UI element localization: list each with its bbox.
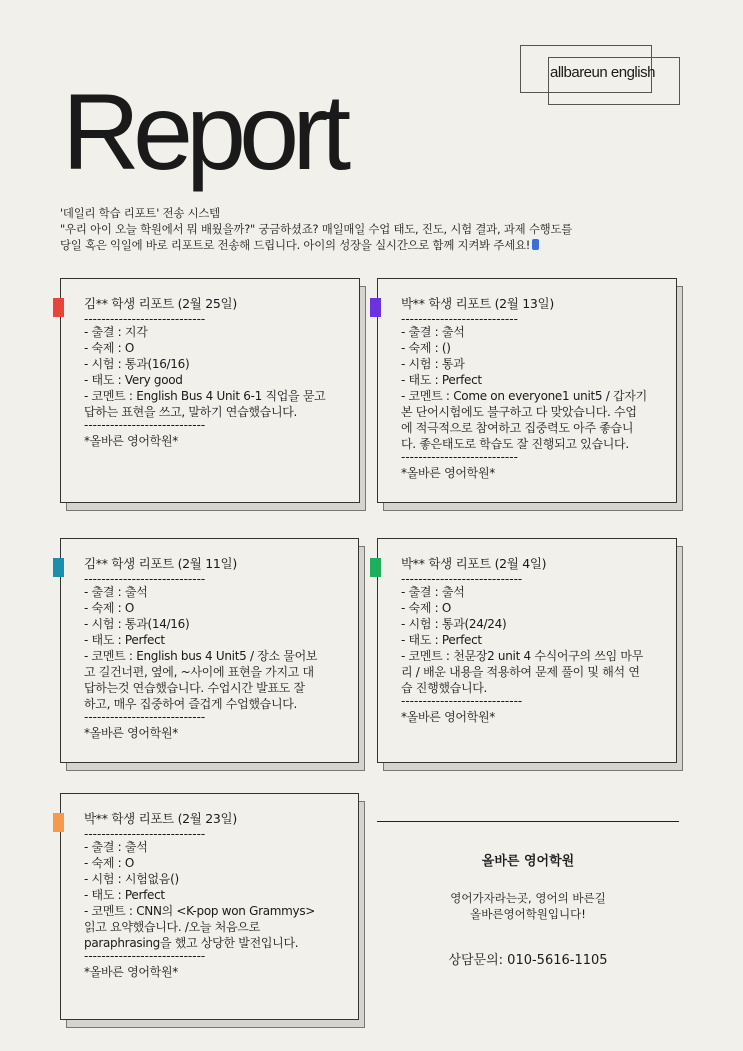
- academy-description: [377, 890, 679, 922]
- academy-divider: [377, 821, 679, 822]
- card-footer: *올바른 영어학원*: [84, 434, 178, 448]
- intro-text: [60, 205, 680, 253]
- card-line: - 숙제 : O: [401, 601, 452, 615]
- card-color-tab: [53, 813, 64, 832]
- card-line: 리 / 배운 내용을 적용하여 문제 풀이 및 해석 연: [401, 665, 640, 679]
- card-line: - 시험 : 시험없음(): [84, 872, 179, 886]
- card-line: - 태도 : Very good: [84, 373, 183, 387]
- card-line: - 코멘트 : Come on everyone1 unit5 / 갑자기: [401, 389, 647, 403]
- card-line: - 출결 : 출석: [401, 585, 465, 599]
- card-title: 김** 학생 리포트 (2월 11일): [84, 556, 237, 571]
- card-line: 답하는 표현을 쓰고, 말하기 연습했습니다.: [84, 405, 298, 419]
- card-line: - 출결 : 출석: [401, 325, 465, 339]
- report-card: [60, 278, 360, 503]
- card-separator: ----------------------------: [84, 712, 206, 722]
- card-color-tab: [370, 298, 381, 317]
- card-footer: *올바른 영어학원*: [401, 710, 495, 724]
- card-footer: *올바른 영어학원*: [84, 726, 178, 740]
- card-line: 본 단어시험에도 불구하고 다 맞았습니다. 수업: [401, 405, 637, 419]
- card-line: - 코멘트 : 천문장2 unit 4 수식어구의 쓰임 마무: [401, 649, 643, 663]
- card-line: - 숙제 : O: [84, 856, 135, 870]
- academy-contact-phone: 상담문의: 010-5616-1105: [448, 953, 608, 968]
- card-content: [401, 296, 659, 481]
- card-separator: ---------------------------: [401, 452, 518, 462]
- card-line: - 출결 : 지각: [84, 325, 148, 339]
- card-line: - 태도 : Perfect: [84, 888, 165, 902]
- card-line: - 출결 : 출석: [84, 585, 148, 599]
- academy-desc-line-1: 영어가자라는곳, 영어의 바른길: [450, 891, 606, 905]
- card-line: - 출결 : 출석: [84, 840, 148, 854]
- card-separator: ----------------------------: [84, 574, 206, 584]
- card-line: - 시험 : 통과: [401, 357, 465, 371]
- card-separator: ----------------------------: [401, 574, 523, 584]
- card-content: [84, 811, 341, 980]
- brand-logo-text: allbareun english: [550, 64, 655, 81]
- card-color-tab: [53, 558, 64, 577]
- card-line: - 숙제 : O: [84, 341, 135, 355]
- card-color-tab: [53, 298, 64, 317]
- card-line: - 태도 : Perfect: [401, 633, 482, 647]
- card-line: - 시험 : 통과(16/16): [84, 357, 190, 371]
- intro-line-3: 당일 혹은 익일에 바로 리포트로 전송해 드립니다. 아이의 성장을 실시간으로 함께 지켜봐 주세요!: [60, 237, 680, 253]
- card-line: - 태도 : Perfect: [84, 633, 165, 647]
- card-title: 박** 학생 리포트 (2월 23일): [84, 811, 237, 826]
- report-card: [60, 538, 359, 763]
- card-content: [84, 556, 341, 741]
- card-line: 다. 좋은태도로 학습도 잘 진행되고 있습니다.: [401, 437, 629, 451]
- card-line: - 시험 : 통과(14/16): [84, 617, 190, 631]
- report-card: [377, 538, 677, 763]
- card-separator: ---------------------------: [401, 314, 518, 324]
- card-separator: ----------------------------: [84, 314, 206, 324]
- card-line: 고 길건너편, 옆에, ~사이에 표현을 가지고 대: [84, 665, 314, 679]
- academy-name: 올바른 영어학원: [481, 854, 575, 869]
- card-footer: *올바른 영어학원*: [84, 965, 178, 979]
- intro-line-1: '데일리 학습 리포트' 전송 시스템: [60, 206, 220, 220]
- card-line: - 코멘트 : English bus 4 Unit5 / 장소 물어보: [84, 649, 318, 663]
- card-content: [401, 556, 659, 725]
- card-color-tab: [370, 558, 381, 577]
- card-line: 답하는것 연습했습니다. 수업시간 발표도 잘: [84, 681, 305, 695]
- card-line: - 코멘트 : CNN의 <K-pop won Grammys>: [84, 904, 316, 918]
- card-line: 읽고 요약했습니다. /오늘 처음으로: [84, 920, 260, 934]
- report-card: [377, 278, 677, 503]
- card-separator: ----------------------------: [84, 420, 206, 430]
- card-separator: ----------------------------: [84, 829, 206, 839]
- card-line: - 숙제 : O: [84, 601, 135, 615]
- card-title: 박** 학생 리포트 (2월 4일): [401, 556, 547, 571]
- card-line: 습 진행했습니다.: [401, 681, 488, 695]
- card-line: - 숙제 : (): [401, 341, 451, 355]
- card-separator: ----------------------------: [84, 951, 206, 961]
- card-footer: *올바른 영어학원*: [401, 466, 495, 480]
- report-card: [60, 793, 359, 1020]
- card-content: [84, 296, 342, 449]
- card-title: 김** 학생 리포트 (2월 25일): [84, 296, 237, 311]
- card-line: - 시험 : 통과(24/24): [401, 617, 507, 631]
- card-line: 하고, 매우 집중하여 즐겁게 수업했습니다.: [84, 697, 298, 711]
- card-line: paraphrasing을 했고 상당한 발전입니다.: [84, 936, 299, 950]
- card-line: - 태도 : Perfect: [401, 373, 482, 387]
- mobile-phone-icon: [532, 239, 539, 250]
- academy-desc-line-2: 올바른영어학원입니다!: [470, 907, 586, 921]
- card-line: - 코멘트 : English Bus 4 Unit 6-1 직업을 묻고: [84, 389, 326, 403]
- intro-line-2: "우리 아이 오늘 학원에서 뭐 배웠을까?" 궁금하셨죠? 매일매일 수업 태도, 진도, 시험 결과, 과제 수행도를: [60, 222, 573, 236]
- card-separator: ----------------------------: [401, 696, 523, 706]
- card-title: 박** 학생 리포트 (2월 13일): [401, 296, 554, 311]
- card-line: 에 적극적으로 참여하고 집중력도 아주 좋습니: [401, 421, 634, 435]
- page-title: Report: [62, 71, 345, 192]
